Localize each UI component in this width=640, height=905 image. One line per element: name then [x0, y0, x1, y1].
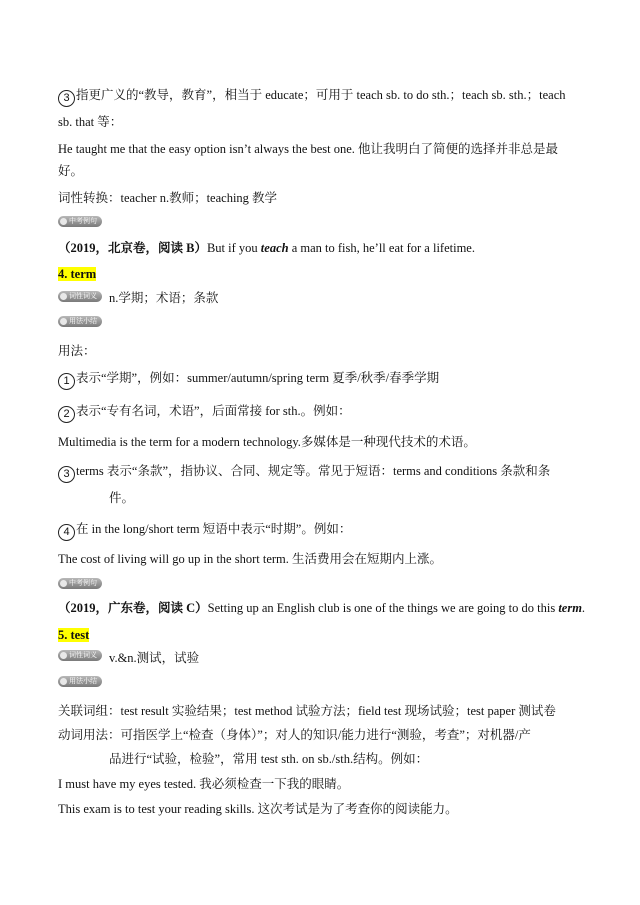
example-sentence: The cost of living will go up in the short term. 生活费用会在短期内上涨。 [58, 552, 442, 566]
pos-meaning-badge: 词性词义 [58, 291, 102, 302]
usage-summary-badge: 用法小结 [58, 676, 102, 687]
text: 指更广义的“教导，教育”，相当于 educate；可用于 teach sb. to do sth.；teach sb. sth.；teach [76, 88, 566, 102]
exam-example: （2019，北京卷，阅读 B）But if you teach a man to fish, he’ll eat for a lifetime. [58, 241, 475, 255]
usage-label: 用法： [58, 344, 96, 358]
example-sentence: This exam is to test your reading skills. 这次考试是为了考查你的阅读能力。 [58, 802, 458, 816]
usage-point-3: 3 terms 表示“条款”，指协议、合同、规定等。常见于短语：terms and conditions 条款和条 [58, 462, 550, 483]
text-line: sb. that 等： [58, 115, 123, 129]
term-meaning: n.学期；术语；条款 [109, 291, 219, 305]
usage-point-2: 2 表示“专有名词，术语”，后面常接 for sth.。例如： [58, 402, 351, 423]
text-line: 好。 [58, 164, 84, 178]
usage-point-4: 4 在 in the long/short term 短语中表示“时期”。例如： [58, 520, 351, 541]
example-sentence: Multimedia is the term for a modern technology.多媒体是一种现代技术的术语。 [58, 435, 476, 449]
test-meaning: v.&n.测试，试验 [109, 651, 200, 665]
word-conversion: 词性转换：teacher n.教师；teaching 教学 [58, 191, 278, 205]
verb-usage-cont: 品进行“试验，检验”，常用 test sth. on sb./sth.结构。例如： [109, 752, 429, 766]
pos-meaning-badge: 词性词义 [58, 650, 102, 661]
word-heading-test: 5. test [58, 628, 90, 642]
usage-summary-badge: 用法小结 [58, 316, 102, 327]
related-phrases: 关联词组：test result 实验结果；test method 试验方法；field test 现场试验；test paper 测试卷 [58, 704, 556, 718]
verb-usage: 动词用法：可指医学上“检查（身体）”；对人的知识/能力进行“测验，考查”；对机器/产 [58, 728, 531, 742]
exam-example: （2019，广东卷，阅读 C）Setting up an English club is one of the things we are going to do this term. [58, 601, 586, 615]
text-line: 件。 [109, 491, 135, 505]
example-sentence: He taught me that the easy option isn’t always the best one. 他让我明白了简便的选择并非总是最 [58, 142, 559, 156]
usage-point-1: 1 表示“学期”，例如：summer/autumn/spring term 夏季/秋季/春季学期 [58, 369, 439, 390]
circle-number: 3 [58, 90, 75, 107]
usage-point-3 [58, 86, 566, 107]
exam-example-badge: 中考例句 [58, 578, 102, 589]
word-heading-term: 4. term [58, 267, 97, 281]
example-sentence: I must have my eyes tested. 我必须检查一下我的眼睛。 [58, 777, 350, 791]
exam-example-badge: 中考例句 [58, 216, 102, 227]
